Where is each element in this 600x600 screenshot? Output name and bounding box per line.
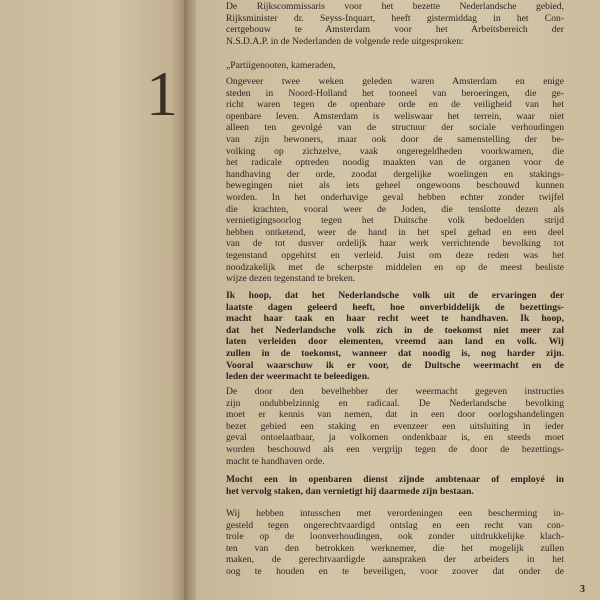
text-line: Rijksminister dr. Seyss-Inquart, heeft gistermiddag in het Con- — [226, 12, 564, 24]
paragraph-2 — [226, 290, 564, 383]
text-line: dat het Nederlandsche volk zich in de toekomst niet meer zal — [226, 324, 564, 336]
text-line: wijze dezen tegenstand te breken. — [226, 273, 356, 285]
text-line: bewegingen niet als iets geheel ongewoons beschouwd kunnen — [226, 180, 564, 192]
text-line: macht haar taak en haar recht weet te handhaven. Ik hoop, — [226, 313, 564, 325]
text-line: vernietigingsoorlog tegen het Duitsche volk bedoelden strijd — [226, 215, 564, 227]
text-line: hebben ontketend, weer de hand in het spel gehad en een deel — [226, 226, 564, 238]
text-line: Ik hoop, dat het Nederlandsche volk uit de ervaringen der — [226, 290, 564, 301]
text-line: alleen ten gevolgé van de structuur der sociale verhoudingen — [226, 122, 564, 134]
text-line: het vervolg staken, dan vernietigt hij daarmede zijn bestaan. — [226, 485, 474, 497]
text-line: noodzakelijk met de scherpste middelen en op de meest besliste — [226, 261, 564, 273]
text-line: ten van den betrokken werknemer, die het mogelijk zullen — [226, 542, 564, 554]
text-line: moet er kennis van nemen, dat in een door oorlogshandelingen — [226, 409, 564, 421]
text-line: bezet gebied een staking en evenzeer een uitsluiting in ieder — [226, 420, 564, 432]
left-page — [0, 0, 186, 600]
text-line: tegenstand opgehitst en verleid. Juist om deze reden was het — [226, 249, 564, 261]
text-line: De Rijkscommissaris voor het bezette Nederlandsche gebied, — [226, 1, 564, 12]
text-line: maken, de gerechtvaardigde aanspraken der arbeiders in het — [226, 554, 564, 566]
text-line: Wij hebben intusschen met verordeningen een bescherming in- — [226, 508, 564, 519]
paragraph-3 — [226, 386, 564, 467]
text-line: Mocht een in openbaren dienst zijnde ambtenaar of employé in — [226, 474, 564, 485]
text-line: gesteld tegen ongerechtvaardigd ontslag en een recht van con- — [226, 519, 564, 531]
text-line: laatste dagen geleerd heeft, hoe onverbiddelijk de bezettings- — [226, 301, 564, 313]
text-line: Vooral waarschuw ik er voor, de Duitsche weermacht en de — [226, 359, 564, 371]
text-line: laten verleiden door elementen, vreemd aan land en volk. Wij — [226, 336, 564, 348]
text-line: trole op de loonverhoudingen, ook zonder uitdrukkelijke klach- — [226, 531, 564, 543]
intro-paragraph — [226, 1, 564, 47]
paragraph-5 — [226, 508, 564, 578]
paragraph-1 — [226, 76, 564, 285]
text-line: volking op zichzelve, vaak ongeregeldheden voorkwamen, die — [226, 145, 564, 157]
text-line: De door den bevelhebber der weermacht gegeven instructies — [226, 386, 564, 397]
text-line: N.S.D.A.P. in de Nederlanden de volgende rede uitgesproken: — [226, 35, 464, 47]
page-number: 3 — [580, 584, 585, 595]
text-line: certgebouw te Amsterdam voor het Arbeitsbereich der — [226, 24, 564, 36]
text-line: het radicale optreden noodig maakten van de organen voor de — [226, 157, 564, 169]
text-line: openbare leven. Amsterdam is weliswaar het terrein, waar niet — [226, 110, 564, 122]
text-line: zijn ondubbelzinnig en radicaal. De Nederlandsche bevolking — [226, 397, 564, 409]
text-line: worden beschouwd als een vergrijp tegen de door de bezettings- — [226, 443, 564, 455]
text-line: geval ontoelaatbaar, ja volkomen ondenkbaar is, en steeds moet — [226, 432, 564, 444]
text-line: worden. In het onderhavige geval hebben echter zonder twijfel — [226, 191, 564, 203]
text-line: „Partiigenooten, kameraden, — [226, 60, 336, 71]
text-line: oog te houden en te beveiligen, voor zoover dat onder de — [226, 565, 564, 577]
text-line: Ongeveer twee weken geleden waren Amsterdam en enige — [226, 76, 564, 87]
text-line: van zijn bewoners, maar ook door de samenstelling der be- — [226, 133, 564, 145]
text-line: macht te handhaven orde. — [226, 455, 325, 467]
text-line: handhaving der orde, zoodat dergelijke woelingen en stakings- — [226, 168, 564, 180]
salutation — [226, 60, 564, 72]
text-line: die krachten, vooral weer de Joden, die tenslotte dezen als — [226, 203, 564, 215]
text-line: steden in Noord-Holland het tooneel van beroeringen, die ge- — [226, 87, 564, 99]
text-line: van de tot dusver ordelijk haar werk verrichtende bevolking tot — [226, 238, 564, 250]
text-line: leden der weermacht te beleedigen. — [226, 371, 370, 383]
left-page-text-fragment: 1 — [146, 62, 178, 129]
paragraph-4 — [226, 474, 564, 497]
text-line: zullen in de toekomst, wanneer dat noodig is, nog harder zijn. — [226, 347, 564, 359]
text-line: richt waren tegen de openbare orde en de veiligheid van het — [226, 99, 564, 111]
